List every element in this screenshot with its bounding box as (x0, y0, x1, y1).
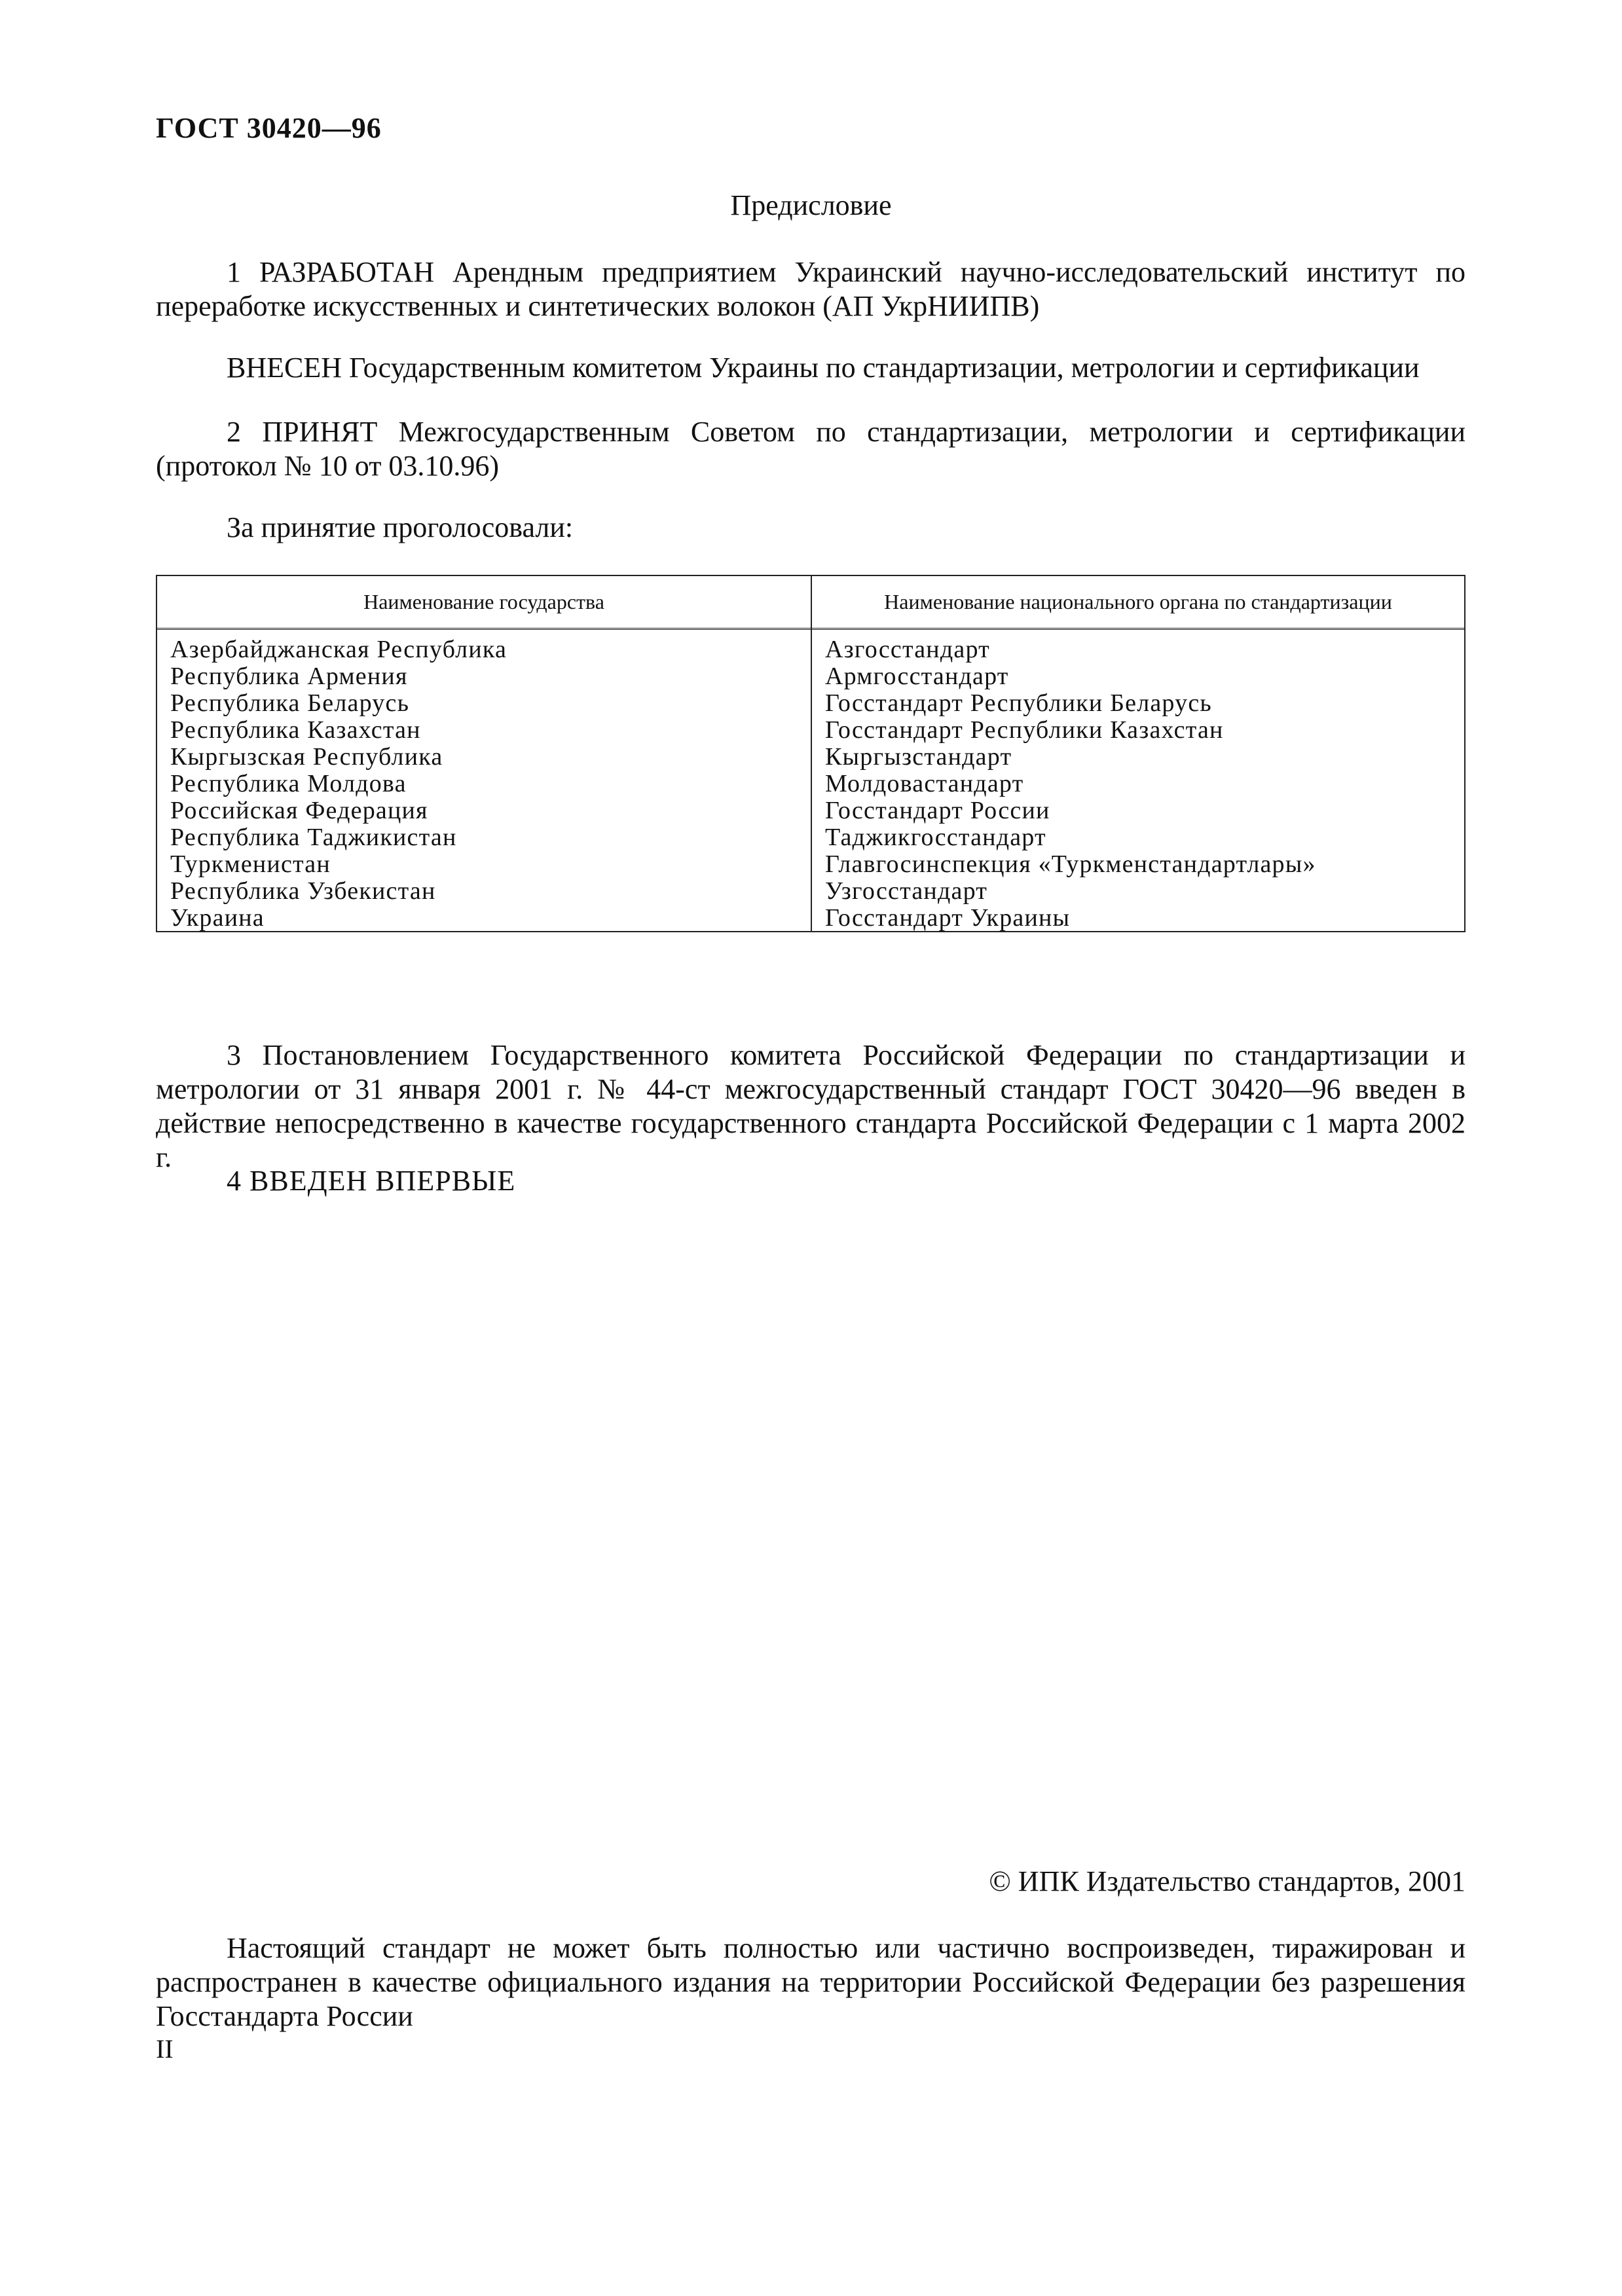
page-number: II (156, 2034, 174, 2064)
voting-states-table (156, 575, 1465, 932)
table-row (157, 797, 1464, 824)
state-name: Республика Узбекистан (170, 877, 436, 905)
paragraph-introduced-by: ВНЕСЕН Государственным комитетом Украины по стандартизации, метрологии и сертификации (227, 352, 1420, 384)
table-row (157, 636, 1464, 663)
standards-body-name: Армгосстандарт (825, 663, 1009, 690)
state-name: Республика Армения (170, 663, 408, 690)
state-name: Украина (170, 904, 265, 932)
table-header-state: Наименование государства (363, 590, 604, 613)
table-row (157, 824, 1464, 851)
table-header-standards-body: Наименование национального органа по стандартизации (884, 590, 1392, 613)
standards-body-name: Узгосстандарт (825, 877, 988, 905)
table-row (157, 878, 1464, 905)
paragraph-adopted-by: 2 ПРИНЯТ Межгосударственным Советом по стандартизации, метрологии и сертификации (протокол № 10 от 03.10.96) (156, 416, 1465, 482)
document-code: ГОСТ 30420—96 (156, 112, 382, 144)
state-name: Республика Таджикистан (170, 824, 457, 851)
reproduction-notice: Настоящий стандарт не может быть полностью или частично воспроизведен, тиражирован и распространен в качестве официального издания на территории Российской Федерации без разрешения Госстандарта России (156, 1932, 1465, 2032)
table-row (157, 663, 1464, 690)
state-name: Республика Беларусь (170, 689, 410, 717)
table-row (157, 771, 1464, 797)
paragraph-first-introduced: 4 ВВЕДЕН ВПЕРВЫЕ (227, 1165, 516, 1197)
state-name: Кыргызская Республика (170, 743, 443, 771)
paragraph-enactment: 3 Постановлением Государственного комитета Российской Федерации по стандартизации и метрологии от 31 января 2001 г. № 44-ст межгосударственный стандарт ГОСТ 30420—96 введен в действие непосредственно в качестве государственного стандарта Российской Федерации с 1 марта 2002 г. (156, 1039, 1465, 1173)
table-row (157, 851, 1464, 878)
state-name: Азербайджанская Республика (170, 636, 507, 663)
copyright-notice: © ИПК Издательство стандартов, 2001 (989, 1865, 1465, 1897)
standards-body-name: Молдовастандарт (825, 770, 1024, 797)
table-row (157, 905, 1464, 932)
section-title: Предисловие (730, 189, 892, 221)
standards-body-name: Госстандарт Республики Казахстан (825, 716, 1224, 744)
table-row (157, 690, 1464, 717)
standards-body-name: Госстандарт Украины (825, 904, 1071, 932)
state-name: Туркменистан (170, 850, 331, 878)
standards-body-name: Азгосстандарт (825, 636, 990, 663)
standards-body-name: Госстандарт России (825, 797, 1050, 824)
table-row (157, 744, 1464, 771)
table-row (157, 717, 1464, 744)
standards-body-name: Госстандарт Республики Беларусь (825, 689, 1212, 717)
standards-body-name: Кыргызстандарт (825, 743, 1012, 771)
table-body (157, 636, 1464, 932)
paragraph-voted-for: За принятие проголосовали: (227, 511, 574, 543)
state-name: Республика Молдова (170, 770, 407, 797)
standards-body-name: Главгосинспекция «Туркменстандартлары» (825, 850, 1316, 878)
state-name: Российская Федерация (170, 797, 428, 824)
paragraph-developed-by: 1 РАЗРАБОТАН Арендным предприятием Украинский научно-исследовательский институт по переработке искусственных и синтетических волокон (АП УкрНИИПВ) (156, 256, 1465, 322)
state-name: Республика Казахстан (170, 716, 421, 744)
standards-body-name: Таджикгосстандарт (825, 824, 1046, 851)
